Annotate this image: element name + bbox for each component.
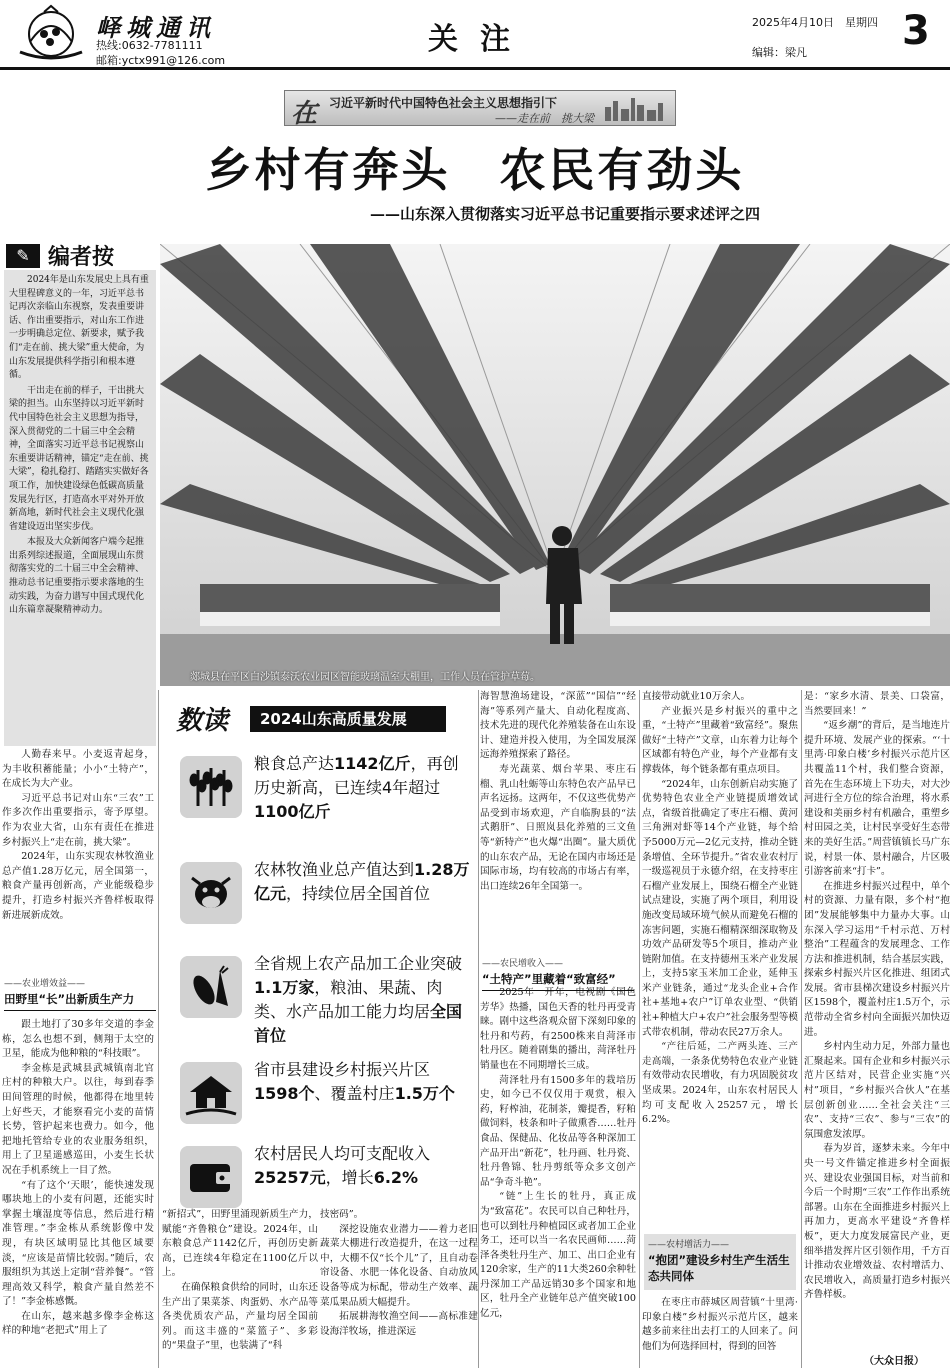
article-paragraph: 菏泽牡丹有1500多年的栽培历史，如今已不仅仅用于观赏，根入药，籽榨油，花制茶，瓣提香，籽粕做饲料，枝条和叶子做熏香……牡丹食品、保健品、化妆品等各种深加工产品开出“新花”，牡丹画、牡丹瓷、牡丹鲁锦、牡丹剪纸等众多文创产品“争奇斗艳”。 <box>480 1074 636 1188</box>
data-value: 25257元 <box>254 1168 326 1187</box>
data-rest: 、覆盖村庄 <box>314 1084 395 1103</box>
data-item-income <box>180 1142 474 1212</box>
data-lead: 农林牧渔业总产值达到 <box>254 860 415 879</box>
editor-note-header <box>6 240 156 270</box>
greenhouse-photo <box>160 244 950 686</box>
data-value: 1.1万家 <box>254 978 315 997</box>
article-paragraph: 春为岁首，逐梦未来。今年中央一号文件锚定推进乡村全面振兴、建设农业强国目标，对当前和今后一个时期“三农”工作作出系统部署。山东在全面推进乡村振兴上再加力，更高水平建设“齐鲁样板”，更大力度发展富民产业，更细举措发挥片区引领作用，千方百计推动农业增效益、农村增活力、农民增收入，高质量打造乡村振兴齐鲁样板。 <box>804 1143 950 1301</box>
section-title: “土特产”里藏着“致富经” <box>482 972 616 986</box>
data-item-villages <box>180 1058 474 1138</box>
article-column-2 <box>162 1208 318 1368</box>
section-title: 田野里“长”出新质生产力 <box>4 992 135 1006</box>
photo-caption: 郯城县在平区白沙镇泰沃农业园区智能玻璃温室大棚里，工作人员在管护草莓。 <box>190 672 540 683</box>
data-item-grain <box>180 752 474 832</box>
column-banner <box>284 90 676 129</box>
editor-paragraph: 干出走在前的样子，干出挑大梁的担当。山东坚持以习近平新时代中国特色社会主义思想为指导，深入贯彻党的二十届三中全会精神，全面落实习近平总书记视察山东重要讲话精神，锚定“走在前、挑大梁”，稳扎稳打、踏踏实实做好各项工作，加快建设绿色低碳高质量发展先行区，打造高水平对外开放新高地，新时代社会主义现代化强省建设迈出坚实步伐。 <box>9 385 149 532</box>
editor-note-title: 编者按 <box>48 245 115 270</box>
column-rule <box>478 690 479 1368</box>
article-paragraph: 乡村内生动力足，外部力量也汇聚起来。国有企业和乡村振兴示范片区结对，民营企业实施“兴村”项目，“乡村振兴合伙人”在基层创新创业……全社会关注“三农”、支持“三农”、参与“三农”的氛围愈发浓厚。 <box>804 1041 950 1140</box>
cow-icon <box>180 862 242 924</box>
data-rest: ，增长 <box>325 1168 374 1187</box>
article-paragraph: “新招式”，田野里涌现新质生产力，赋能“齐鲁粮仓”建设。2024年，山东粮食总产1142亿斤，再创历史新高，已连续4年稳定在1100亿斤以上。 <box>162 1209 318 1279</box>
banner-sub-text: ——走在前 挑大梁 <box>495 112 594 125</box>
pomegranate-logo-icon <box>14 4 88 60</box>
data-rest: ，再创历史新高，已连续4年超过 <box>254 754 459 797</box>
data-panel <box>162 690 478 1204</box>
data-item-processing <box>180 952 474 1045</box>
article-column-4 <box>480 690 636 952</box>
headline: 乡村有奔头 农民有劲头 <box>205 143 745 197</box>
article-paragraph: 产业振兴是乡村振兴的重中之重，“土特产”里藏着“致富经”。聚焦做好“土特产”文章，山东着力让每个区域都有特色产业，每个产业都有支撑载体，每个链条都有重点项目。 <box>642 705 798 775</box>
article-paragraph: 人勤春来早。小麦返青起身，为丰收积蓄能量；小小“土特产”，在成长为大产业。 <box>2 749 154 790</box>
section-title: “抱团”建设乡村生产生活生态共同体 <box>648 1253 790 1283</box>
article-paragraph: 李金栋是武城县武城镇南北官庄村的种粮大户。以往，每到春季田间管理的时候，他都得在地里转上好些天，才能察看完小麦的苗情长势，管护起来也费力。如今，他把地托管给专业的农业服务组织，用上了卫星遥感巡田，小麦生长状况在手机系统上一目了然。 <box>2 1062 154 1176</box>
page-number: 3 <box>902 8 930 54</box>
article-column-4b <box>480 986 636 1368</box>
masthead <box>0 0 950 70</box>
data-value-2: 6.2% <box>373 1168 419 1187</box>
data-value: 1142亿斤 <box>334 754 411 773</box>
article-paragraph: 在推进乡村振兴过程中，单个村的资源、力量有限，多个村“抱团”发展能够集中力量办大事。山东深入学习运用“千村示范、万村整治”工程蕴含的发展理念、工作方法和推进机制，结合基层实践，探索乡村振兴片区化推进、组团式发展。省市县梯次建设乡村振兴片区1598个，覆盖村庄1.5万个，示范带动全省乡村向全面振兴加快迈进。 <box>804 880 950 1038</box>
data-value: 1.28万亿元 <box>254 860 470 903</box>
article-paragraph: 跟土地打了30多年交道的李金栋，怎么也想不到，侧翔于太空的卫星，能成为他种粮的“科技眼”。 <box>2 1019 154 1060</box>
section-head-agri <box>4 976 156 1011</box>
village-icon <box>180 1062 242 1124</box>
banner-main-text: 习近平新时代中国特色社会主义思想指引下 <box>329 96 558 110</box>
article-paragraph: 拓展耕海牧渔空间——高标准建设海洋牧场，推进深远 <box>320 1311 478 1337</box>
article-paragraph: 在确保粮食供给的同时，山东还生产出了果菜茶、肉蛋奶、水产品等各类优质农产品，产量均居全国前列。而这丰盛的“菜篮子”、多彩的“果盘子”里，也装满了“科 <box>162 1281 318 1352</box>
strawberry-greenhouse-image <box>160 244 950 686</box>
article-paragraph: “有了这个‘天眼’，能快速发现哪块地上的小麦有问题，还能实时掌握土壤湿度等信息，然后进行精准管理。”李金栋从系统影像中发现，有块区域明显比其他区域要淡，“应该是苗情比较弱。”随后，农服组织为其送上定制“营养餐”。“管理高效又科学，粮食产量自然差不了！”李金栋感慨。 <box>2 1179 154 1308</box>
data-lead: 全省规上农产品加工企业突破 <box>254 954 463 973</box>
page-editor: 编辑：梁凡 <box>752 46 807 59</box>
article-column-1b <box>2 1018 154 1368</box>
data-panel-heading: 2024山东高质量发展 <box>250 706 446 732</box>
wheat-icon <box>180 756 242 818</box>
article-paragraph: 2024年，山东实现农林牧渔业总产值1.28万亿元，居全国第一，粮食产量再创新高，产业能级稳步提升，打造乡村振兴齐鲁样板取得新进展新成效。 <box>2 851 154 921</box>
data-rest: ，粮油、果蔬、肉类、水产品加工能力均居 <box>254 978 443 1021</box>
data-lead: 省市县建设乡村振兴片区 <box>254 1060 431 1079</box>
data-lead: 粮食总产达 <box>254 754 335 773</box>
article-source: （大众日报） <box>864 1356 924 1367</box>
data-value: 1598个 <box>254 1084 315 1103</box>
data-value-2: 全国首位 <box>254 1002 463 1045</box>
paper-name: 峄城通讯 <box>96 13 216 42</box>
data-lead: 农村居民人均可支配收入 <box>254 1144 431 1163</box>
data-panel-title <box>176 700 466 734</box>
article-paragraph: 深挖设施农业潜力——着力老旧蔬菜大棚进行改造提升，在这一过程中，大棚不仅“长个儿”了，且自动卷帘设备、水肥一体化设备、自动放风设备等成为标配，带动生产效率、蔬菜瓜果品质大幅提升。 <box>320 1223 478 1308</box>
article-paragraph: “2024年，山东创新启动实施了优势特色农业全产业链提质增效试点，省级首批确定了枣庄石榴、黄河三角洲对虾等14个产业链，每个给予5000万元—2亿元支持，推动全链条增值、全环节提升。”省农业农村厅一级巡视员于永德介绍，在支持枣庄石榴产业发展上，围绕石榴全产业链试点建设，实施了两个项目，利用设施改变局域环境气候从而避免石榴的冻害问题，实施石榴精深细深取物及功效产品研发等5个项目，推动产业链附加值。在支持德州玉米产业发展上，支持5家玉米加工企业，延伸玉米产业链条，通过“龙头企业+合作社+基地+农户”订单农业型、“供销社+种植大户+农户”社会服务型等模式带农机制，带动农民27万余人。 <box>642 778 798 1038</box>
article-column-1 <box>2 748 154 978</box>
article-paragraph: “返乡潮”的背后，是当地连片提升环境、发展产业的探索。“‘十里湾·印象白楼’乡村振兴示范片区共覆盖11个村，我们整合资源，首先在生态环境上下功夫，对大沙河进行全方位的综合治理，将水系建设和美丽乡村有机融合，重塑乡村田园之美，让村民享受好生态带来的美好生活。”周营镇镇长马广东说，村景一体、景村融合，片区吸引游客前来“打卡”。 <box>804 720 950 878</box>
column-rule <box>158 690 159 1368</box>
article-column-3 <box>320 1208 478 1368</box>
section-head-vitality <box>644 1234 796 1290</box>
banner-zai: 在 <box>291 99 318 129</box>
editor-paragraph: 2024年是山东发展史上具有重大里程碑意义的一年，习近平总书记再次亲临山东视察，发表重要讲话、作出重要指示，对山东工作进一步明确总定位、新要求，赋予我们“走在前、挑大梁”重大使命，为山东发展提供科学指引和根本遵循。 <box>9 275 149 381</box>
skyline-icon <box>601 95 671 121</box>
article-column-5 <box>642 690 798 1230</box>
subheadline: ——山东深入贯彻落实习近平总书记重要指示要求述评之四 <box>369 205 760 223</box>
wallet-icon <box>180 1146 242 1208</box>
article-paragraph: 习近平总书记对山东“三农”工作多次作出重要指示，寄予厚望。作为农业大省，山东有责任在推进乡村振兴上“走在前，挑大梁”。 <box>2 792 154 848</box>
article-paragraph: 在山东，越来越多像李金栋这样的种地“老把式”用上了 <box>2 1310 154 1337</box>
article-paragraph: 海智慧渔场建设，“深蓝”“国信”“经海”等系列产量大、自动化程度高、技术先进的现代化养殖装备在山东设计、建造并投入使用，为全国发展深远海养殖探索了路径。 <box>480 691 636 761</box>
data-value-2: 1.5万个 <box>394 1084 455 1103</box>
article-paragraph: “产往后延，二产两头连、三产走高端，一条条优势特色农业产业链有效带动农民增收，有力巩固脱贫攻坚成果。2024年，山东农村居民人均可支配收入25257元，增长6.2%。 <box>642 1041 798 1126</box>
article-paragraph: 2025年一开年，电视剧《国色芳华》热播，国色天香的牡丹再受青睐。剧中这些洛观众留下深刻印象的牡丹和芍药，有2500株来自菏泽市牡丹区。随着剧集的播出，菏泽牡丹销量也在不同期增长三成。 <box>480 987 636 1071</box>
column-rule <box>639 690 640 1368</box>
email: 邮箱:yctx991@126.com <box>96 54 226 67</box>
article-paragraph: 在枣庄市薛城区周营镇“十里湾·印象白楼”乡村振兴示范片区，越来越多前来往出去打工的人回来了。问他们为何选择回村，得到的回答 <box>642 1297 798 1352</box>
data-rest: ，持续位居全国首位 <box>286 884 431 903</box>
section-kicker: ——农村增活力—— <box>648 1240 730 1250</box>
data-item-output <box>180 858 474 938</box>
section-kicker: ——农业增效益—— <box>4 979 86 989</box>
produce-icon <box>180 956 242 1018</box>
data-brush-text: 数读 <box>176 706 229 736</box>
editor-paragraph: 本报及大众新闻客户端今起推出系列综述报道，全面展现山东贯彻落实党的二十届三中全会精神、推动总书记重要指示要求落地的生动实践，为奋力谱写中国式现代化山东篇章凝聚精神动力。 <box>9 537 145 616</box>
editor-note-body <box>4 270 156 746</box>
article-paragraph: 技密码”。 <box>320 1209 364 1220</box>
article-column-6 <box>804 690 950 1368</box>
article-paragraph: 直接带动就业10万余人。 <box>642 691 751 702</box>
issue-date: 2025年4月10日 星期四 <box>752 16 878 29</box>
column-rule <box>801 690 802 1368</box>
contact-info <box>96 38 225 68</box>
data-value-2: 1100亿斤 <box>254 802 331 821</box>
article-paragraph: 是：“家乡水清、景美、口袋富，当然要回来！” <box>804 691 950 717</box>
section-name: 关注 <box>428 22 532 57</box>
section-kicker: ——农民增收入—— <box>482 959 564 969</box>
article-paragraph: 寿光蔬菜、烟台苹果、枣庄石榴、乳山牡蛎等山东特色农产品早已声名远扬。这两年，不仅这些优势产品受到市场欢迎，产自临朐县的“法式鹅肝”、日照岚县化养殖的三文鱼等“新特产”也火爆“出圈”。量大质优的山东农产品，无论在国内市场还是国际市场，均有较高的市场占有率，出口连续26年全国第一。 <box>480 763 636 892</box>
article-paragraph: “链”上生长的牡丹，真正成为“致富花”。农民可以自己种牡丹，也可以到牡丹种植园区或者加工企业务工，还可以当一名农民画师……菏泽各类牡丹生产、加工、出口企业有120余家，生产的11大类260余种牡丹深加工产品远销30多个国家和地区，牡丹全产业链年总产值突破100亿元， <box>480 1191 636 1320</box>
pen-icon: ✎ <box>6 244 40 268</box>
hotline: 热线:0632-7781111 <box>96 39 203 52</box>
article-column-5b <box>642 1296 798 1368</box>
